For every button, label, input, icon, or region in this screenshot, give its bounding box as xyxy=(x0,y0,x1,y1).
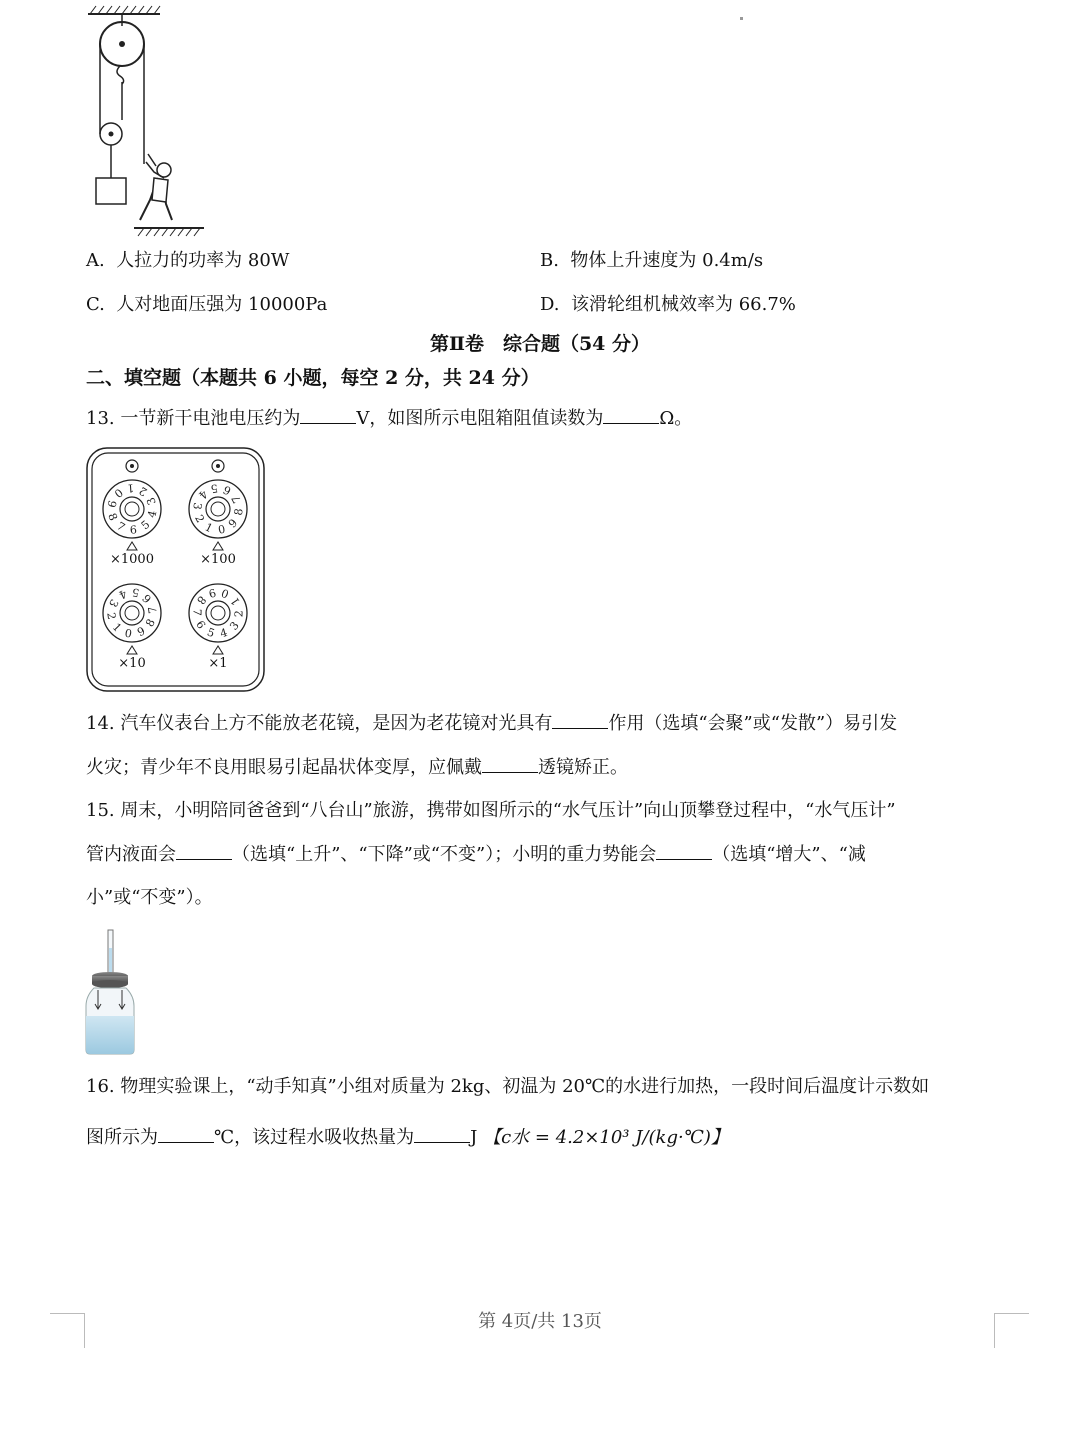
dial-digit: 9 xyxy=(104,498,119,509)
answer-blank[interactable] xyxy=(603,405,659,424)
question-14-line2: 火灾；青少年不良用眼易引起晶状体变厚，应佩戴 透镜矫正。 xyxy=(86,754,628,781)
answer-blank[interactable] xyxy=(482,754,538,773)
dial-digit: 1 xyxy=(202,520,215,536)
resistance-box-figure xyxy=(86,447,266,693)
dial-digit: 6 xyxy=(193,618,208,632)
dial-digit: 5 xyxy=(209,481,219,496)
dial-digit: 1 xyxy=(109,620,125,635)
option-d: D. 该滑轮组机械效率为 66.7% xyxy=(540,294,796,315)
dial-multiplier-label: ×1 xyxy=(208,656,228,671)
option-a: A. 人拉力的功率为 80W xyxy=(86,250,290,271)
dial-digit: 4 xyxy=(218,625,229,641)
water-barometer-figure xyxy=(84,928,140,1056)
dial-digit: 4 xyxy=(195,487,211,502)
dial-digit: 7 xyxy=(114,519,128,535)
dial-multiplier-label: ×10 xyxy=(118,656,146,671)
dial-digit: 8 xyxy=(143,616,158,629)
question-16-line2: 图所示为 ℃，该过程水吸收热量为 J 【c水 = 4.2×10³ J/(kg·℃)】 xyxy=(86,1124,729,1151)
dial-digit: 4 xyxy=(116,586,129,602)
page-corner-mark-right xyxy=(994,1313,1029,1348)
dial-digit: 5 xyxy=(138,517,153,533)
dial-multiplier-label: ×1000 xyxy=(110,552,154,567)
section-title: 第Ⅱ卷 综合题（54 分） xyxy=(429,333,651,355)
dial-digit: 6 xyxy=(221,482,234,498)
dial-digit: 1 xyxy=(126,481,135,495)
answer-blank[interactable] xyxy=(158,1124,214,1143)
dial-digit: 2 xyxy=(136,483,150,499)
dial-digit: 9 xyxy=(225,516,241,531)
speck-mark xyxy=(740,17,743,20)
answer-blank[interactable] xyxy=(414,1124,470,1143)
dial-digit: 5 xyxy=(205,625,217,641)
dial-digit: 8 xyxy=(105,511,120,523)
dial-digit: 5 xyxy=(131,585,141,600)
dial-digit: 2 xyxy=(232,609,246,618)
dial-digit: 6 xyxy=(139,591,155,606)
dial-digit: 7 xyxy=(190,608,204,617)
answer-blank[interactable] xyxy=(656,841,712,860)
dial-digit: 3 xyxy=(190,501,205,511)
option-c: C. 人对地面压强为 10000Pa xyxy=(86,294,328,315)
pulley-system-figure xyxy=(84,4,214,240)
dial-digit: 7 xyxy=(229,493,244,506)
question-16-line1: 16. 物理实验课上，“动手知真”小组对质量为 2kg、初温为 20℃的水进行加热，一段时间后温度计示数如 xyxy=(86,1076,930,1097)
answer-blank[interactable] xyxy=(552,710,608,729)
part-heading: 二、填空题（本题共 6 小题，每空 2 分，共 24 分） xyxy=(86,367,540,389)
dial-digit: 9 xyxy=(135,624,148,640)
question-13: 13. 一节新干电池电压约为 V，如图所示电阻箱阻值读数为 Ω。 xyxy=(86,405,692,432)
page-footer: 第 4页/共 13页 xyxy=(478,1311,602,1332)
dial-digit: 2 xyxy=(192,512,207,525)
question-15-line3: 小”或“不变”）。 xyxy=(86,887,213,908)
dial-digit: 0 xyxy=(219,585,231,601)
dial-digit: 0 xyxy=(123,626,133,641)
question-15-line1: 15. 周末，小明陪同爸爸到“八台山”旅游，携带如图所示的“水气压计”向山顶攀登过程中，“水气压计” xyxy=(86,800,896,821)
option-b: B. 物体上升速度为 0.4m/s xyxy=(540,250,764,271)
dial-digit: 1 xyxy=(228,594,243,608)
dial-digit: 0 xyxy=(111,485,126,501)
specific-heat-formula: 【c水 = 4.2×10³ J/(kg·℃)】 xyxy=(483,1127,729,1148)
question-15-line2: 管内液面会 （选填“上升”、“下降”或“不变”）；小明的重力势能会 （选填“增大”、“减 xyxy=(86,841,866,868)
answer-blank[interactable] xyxy=(176,841,232,860)
dial-digit: 0 xyxy=(217,522,227,537)
dial-digit: 9 xyxy=(207,585,218,601)
dial-digit: 3 xyxy=(106,597,121,610)
dial-digit: 4 xyxy=(145,509,160,520)
dial-digit: 3 xyxy=(144,495,159,507)
page-corner-mark-left xyxy=(50,1313,85,1348)
dial-digit: 3 xyxy=(227,619,242,633)
dial-digit: 8 xyxy=(194,593,209,607)
dial-1[interactable] xyxy=(103,480,161,567)
answer-blank[interactable] xyxy=(300,405,356,424)
dial-digit: 2 xyxy=(104,611,119,621)
dial-digit: 6 xyxy=(129,523,138,537)
dial-digit: 8 xyxy=(231,507,246,517)
dial-multiplier-label: ×100 xyxy=(200,552,236,567)
question-14-line1: 14. 汽车仪表台上方不能放老花镜，是因为老花镜对光具有 作用（选填“会聚”或“发散”）易引发 xyxy=(86,710,897,737)
dial-digit: 7 xyxy=(145,605,160,615)
